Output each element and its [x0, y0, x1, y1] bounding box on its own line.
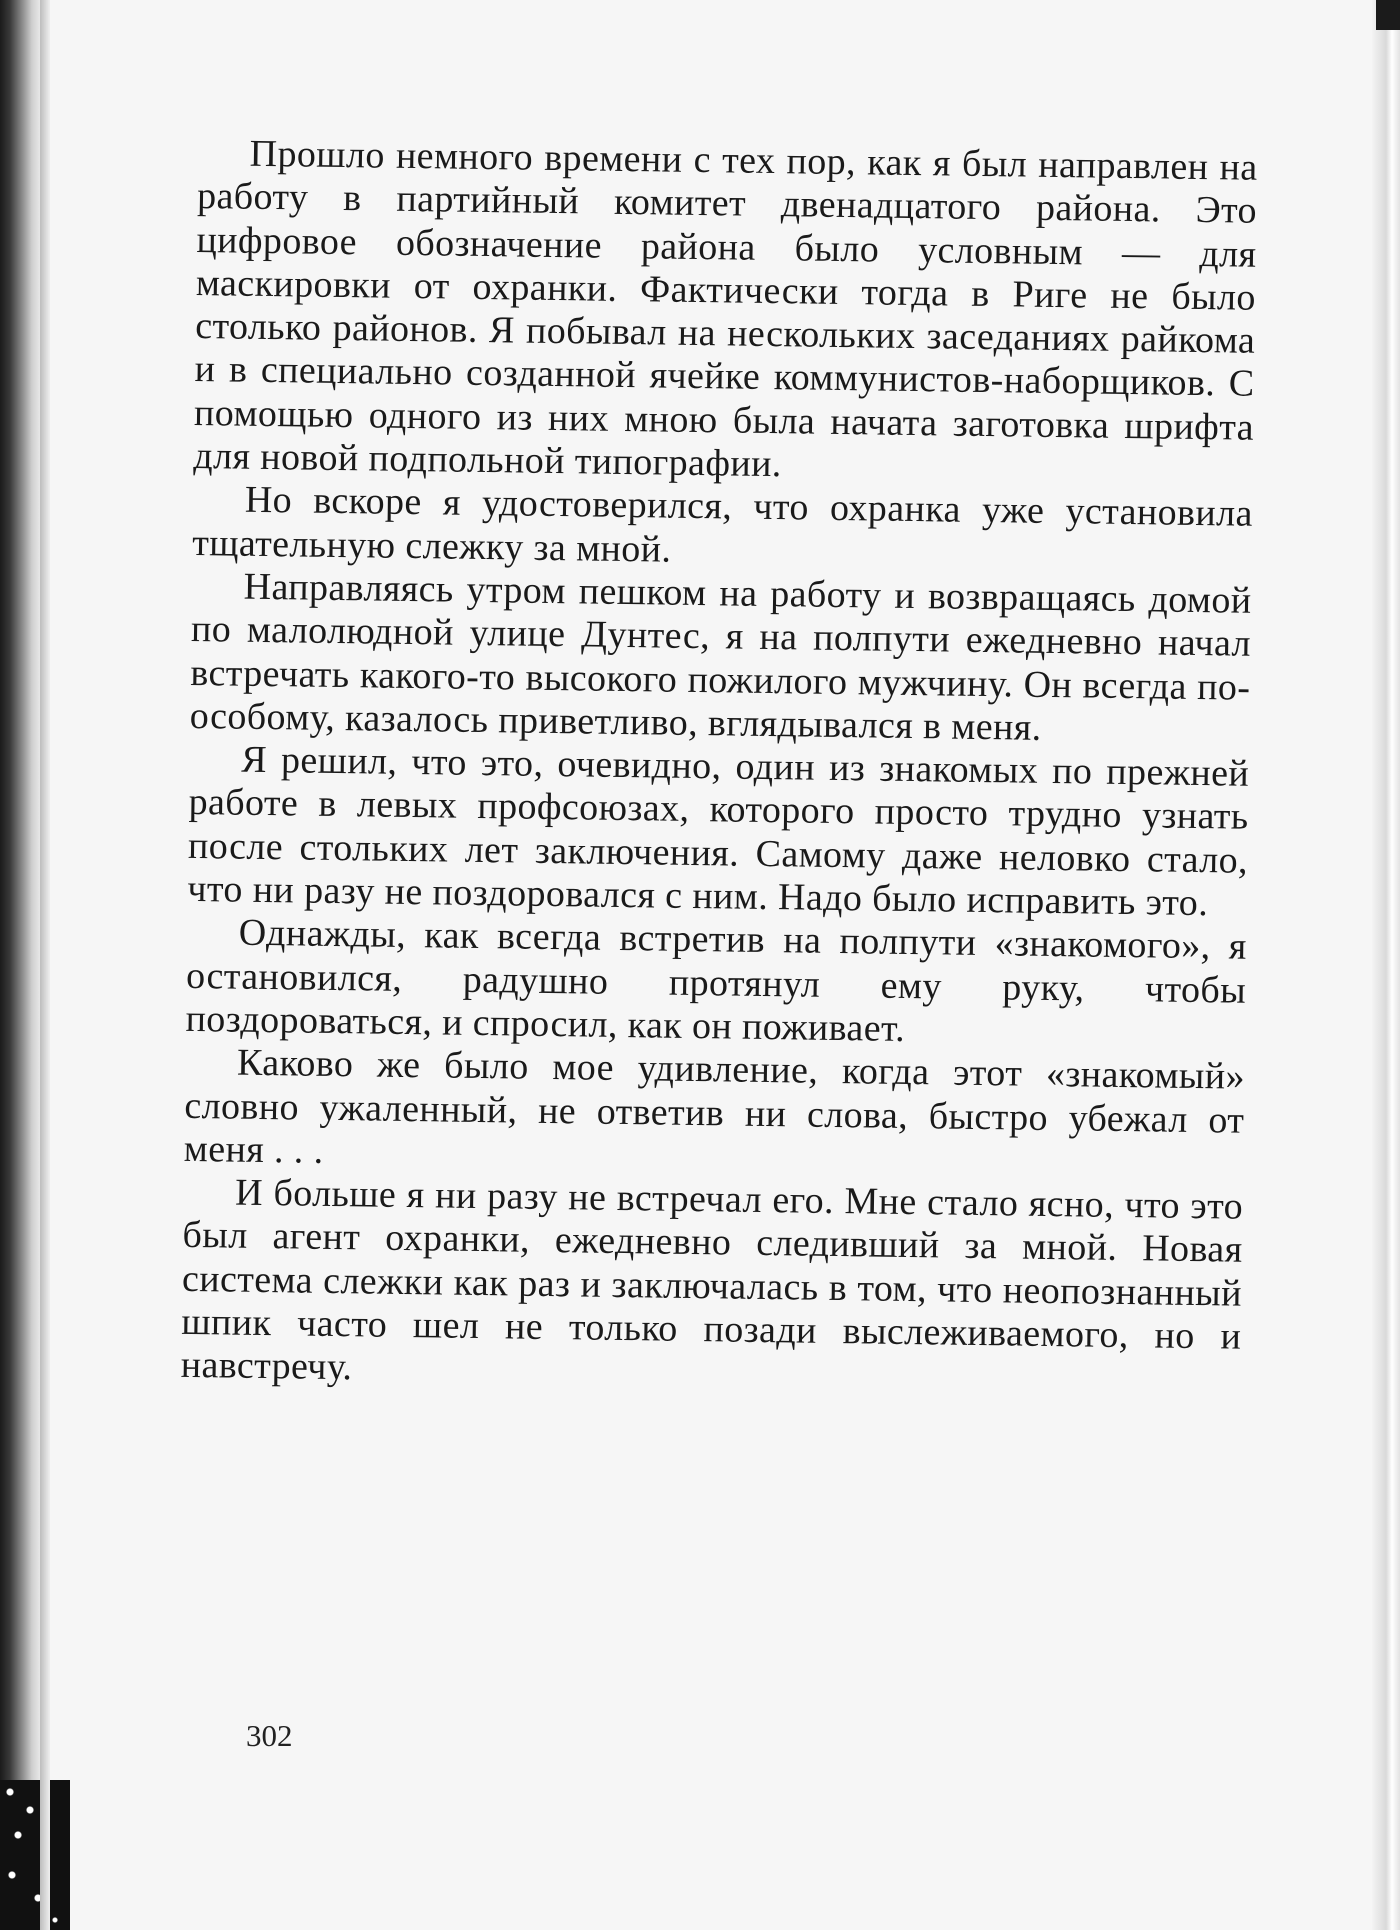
paragraph: Но вскоре я удостоверился, что охранка уже установила тщательную слежку за мной.: [191, 479, 1254, 571]
body-text: [180, 132, 1257, 1402]
paragraph: Направляясь утром пешком на работу и возвращаясь домой по малолюдной улице Дунтес, я на полпути ежедневно начал встречать какого-то высокого пожилого мужчину. Он всегда по-особому, казалось приветливо, вглядывался в меня.: [189, 565, 1252, 749]
page-gutter: [40, 0, 50, 1930]
page-number: 302: [246, 1718, 293, 1753]
binding-cover-pattern: [0, 1780, 70, 1930]
paragraph: Я решил, что это, очевидно, один из знакомых по прежней работе в левых профсоюзах, которого просто трудно узнать после стольких лет заключения. Самому даже неловко стало, что ни разу не поздоровался с ним. Надо было исправить это.: [187, 738, 1250, 925]
dark-corner: [1376, 0, 1400, 30]
page-right-edge: [1372, 0, 1400, 1930]
paragraph: Однажды, как всегда встретив на полпути «знакомого», я остановился, радушно протянул ему руку, чтобы поздороваться, и спросил, как он поживает.: [185, 911, 1248, 1050]
book-binding: [0, 0, 40, 1930]
paragraph: И больше я ни разу не встречал его. Мне стало ясно, что это был агент охранки, ежедневно следивший за мной. Новая система слежки как раз и заключалась в том, что неопознанный шпик часто шел не только позади выслеживаемого, но и навстречу.: [180, 1171, 1244, 1389]
paragraph: Прошло немного времени с тех пор, как я был направлен на работу в партийный комитет двенадцатого района. Это цифровое обозначение района было условным — для маскировки от охранки. Фактически тогда в Риге не было столько районов. Я побывал на нескольких заседаниях райкома и в специально созданной ячейке коммунистов-наборщиков. С помощью одного из них мною была начата заготовка шрифта для новой подпольной типографии.: [193, 132, 1258, 486]
paragraph: Каково же было мое удивление, когда этот «знакомый» словно ужаленный, не ответив ни слова, быстро убежал от меня . . .: [183, 1041, 1246, 1172]
